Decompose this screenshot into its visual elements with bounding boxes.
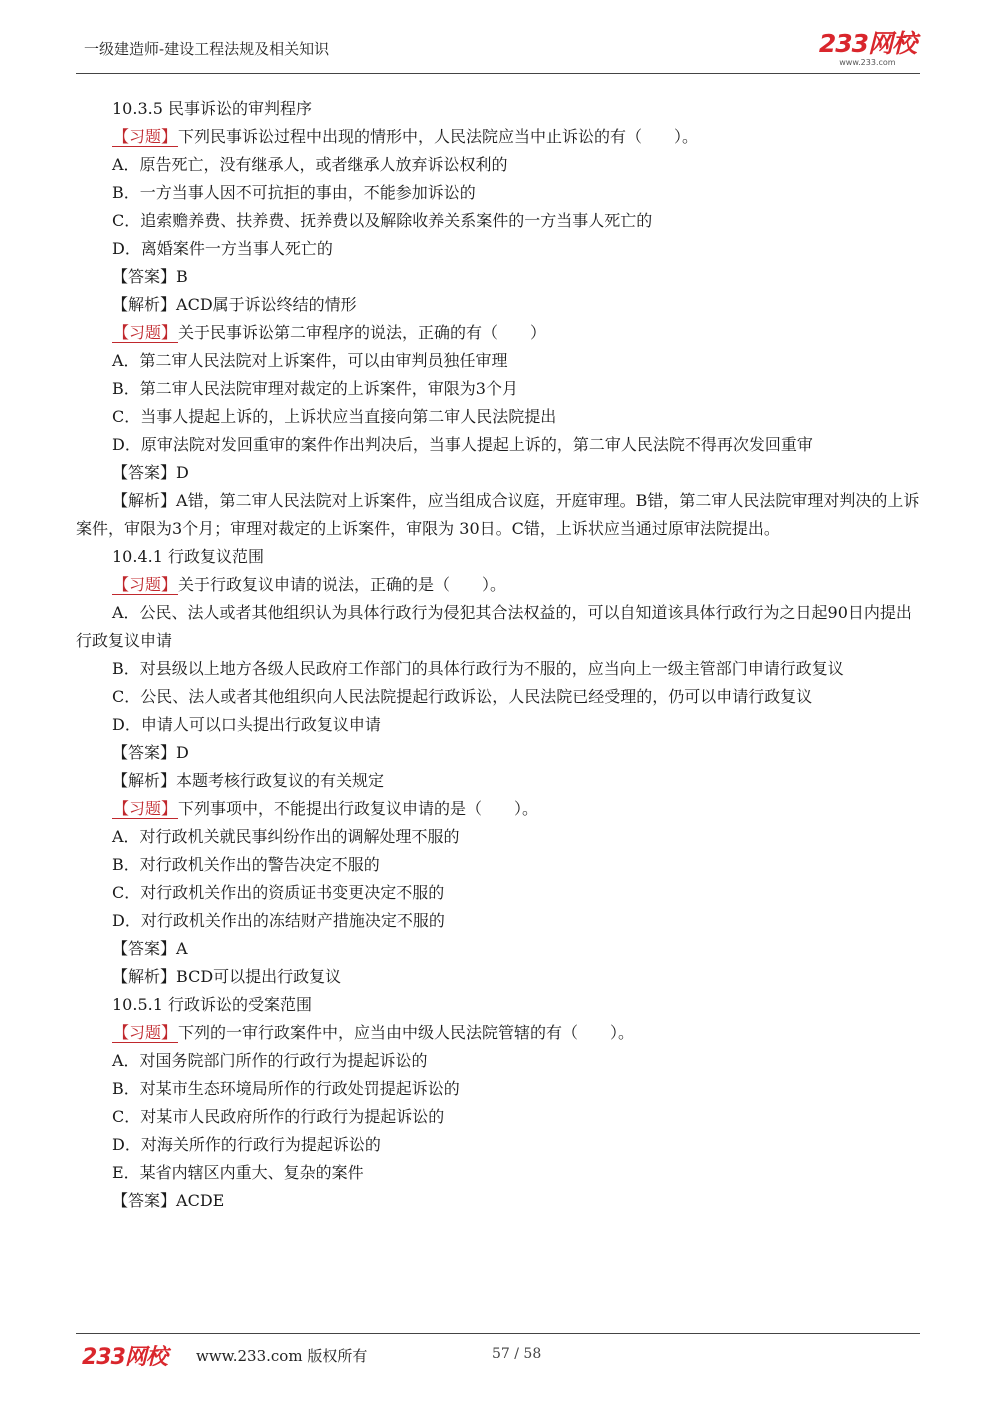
option-item: B．一方当事人因不可抗拒的事由，不能参加诉讼的 (112, 183, 476, 202)
option-item: D．原审法院对发回重审的案件作出判决后，当事人提起上诉的，第二审人民法院不得再次发回重审 (112, 435, 813, 454)
analysis-tag: 【解析】 (112, 771, 177, 790)
option-item: D．对行政机关作出的冻结财产措施决定不服的 (112, 911, 445, 930)
section-heading: 10.4.1 行政复议范围 (112, 547, 264, 566)
brand-logo (819, 30, 916, 67)
question-tag: 【习题】 (113, 1023, 178, 1042)
header-divider (76, 73, 920, 74)
logo-url: www.233.com (839, 58, 896, 67)
option-item: C．公民、法人或者其他组织向人民法院提起行政诉讼，人民法院已经受理的，仍可以申请行政复议 (112, 687, 813, 706)
option-item: D．对海关所作的行政行为提起诉讼的 (112, 1135, 381, 1154)
question-tag: 【习题】 (113, 323, 178, 342)
option-item: B．对县级以上地方各级人民政府工作部门的具体行政行为不服的，应当向上一级主管部门申请行政复议 (112, 659, 844, 678)
answer-tag: 【答案】 (112, 743, 177, 762)
document-body (76, 95, 926, 1215)
option-item: C．追索赡养费、扶养费、抚养费以及解除收养关系案件的一方当事人死亡的 (112, 211, 653, 230)
question-stem: 【习题】下列事项中，不能提出行政复议申请的是（ ）。 (113, 799, 539, 818)
header-title: 一级建造师-建设工程法规及相关知识 (84, 40, 330, 58)
option-item: A．对国务院部门所作的行政行为提起诉讼的 (112, 1051, 428, 1070)
footer-divider (76, 1333, 920, 1334)
analysis-line: 【解析】ACD属于诉讼终结的情形 (112, 295, 357, 314)
option-item: B．对行政机关作出的警告决定不服的 (112, 855, 380, 874)
option-item: A．对行政机关就民事纠纷作出的调解处理不服的 (112, 827, 460, 846)
option-item: B．第二审人民法院审理对裁定的上诉案件，审限为3个月 (112, 379, 518, 398)
question-tag: 【习题】 (113, 799, 178, 818)
answer-line: 【答案】B (112, 267, 188, 286)
option-item: D．申请人可以口头提出行政复议申请 (112, 715, 381, 734)
page-number: 57 / 58 (492, 1346, 542, 1362)
option-item: D．离婚案件一方当事人死亡的 (112, 239, 333, 258)
analysis-tag: 【解析】 (112, 491, 177, 510)
analysis-line: 【解析】BCD可以提出行政复议 (112, 967, 342, 986)
question-tag: 【习题】 (113, 575, 178, 594)
question-tag: 【习题】 (113, 127, 178, 146)
option-item: A．第二审人民法院对上诉案件，可以由审判员独任审理 (112, 351, 508, 370)
footer-copyright: www.233.com 版权所有 (196, 1347, 368, 1365)
section-heading: 10.3.5 民事诉讼的审判程序 (112, 99, 312, 118)
page-footer (76, 1333, 920, 1373)
option-item: E．某省内辖区内重大、复杂的案件 (112, 1163, 364, 1182)
question-stem: 【习题】关于民事诉讼第二审程序的说法，正确的有（ ） (113, 323, 547, 342)
answer-tag: 【答案】 (112, 1191, 177, 1210)
answer-line: 【答案】ACDE (112, 1191, 225, 1210)
answer-tag: 【答案】 (112, 463, 177, 482)
answer-line: 【答案】D (112, 743, 189, 762)
option-item: A．公民、法人或者其他组织认为具体行政行为侵犯其合法权益的，可以自知道该具体行政行为之日起90日内提出行政复议申请 (76, 603, 912, 650)
analysis-tag: 【解析】 (112, 967, 177, 986)
option-item: C．当事人提起上诉的，上诉状应当直接向第二审人民法院提出 (112, 407, 557, 426)
question-stem: 【习题】下列的一审行政案件中，应当由中级人民法院管辖的有（ ）。 (113, 1023, 635, 1042)
option-item: B．对某市生态环境局所作的行政处罚提起诉讼的 (112, 1079, 460, 1098)
option-item: C．对某市人民政府所作的行政行为提起诉讼的 (112, 1107, 445, 1126)
section-heading: 10.5.1 行政诉讼的受案范围 (112, 995, 312, 1014)
analysis-line: 【解析】A错，第二审人民法院对上诉案件，应当组成合议庭，开庭审理。B错，第二审人民法院审理对判决的上诉案件，审限为3个月；审理对裁定的上诉案件，审限为 30日。C错，上诉状应当通过原审法院提出。 (76, 491, 920, 538)
analysis-line: 【解析】本题考核行政复议的有关规定 (112, 771, 385, 790)
answer-tag: 【答案】 (112, 267, 177, 286)
page-header (76, 30, 920, 74)
analysis-tag: 【解析】 (112, 295, 177, 314)
option-item: A．原告死亡，没有继承人，或者继承人放弃诉讼权利的 (112, 155, 508, 174)
answer-tag: 【答案】 (112, 939, 177, 958)
question-stem: 【习题】下列民事诉讼过程中出现的情形中，人民法院应当中止诉讼的有（ ）。 (113, 127, 699, 146)
footer-logo: 233网校 (82, 1345, 167, 1370)
option-item: C．对行政机关作出的资质证书变更决定不服的 (112, 883, 445, 902)
question-stem: 【习题】关于行政复议申请的说法，正确的是（ ）。 (113, 575, 507, 594)
logo-text: 233网校 (818, 29, 916, 58)
answer-line: 【答案】D (112, 463, 189, 482)
answer-line: 【答案】A (112, 939, 188, 958)
